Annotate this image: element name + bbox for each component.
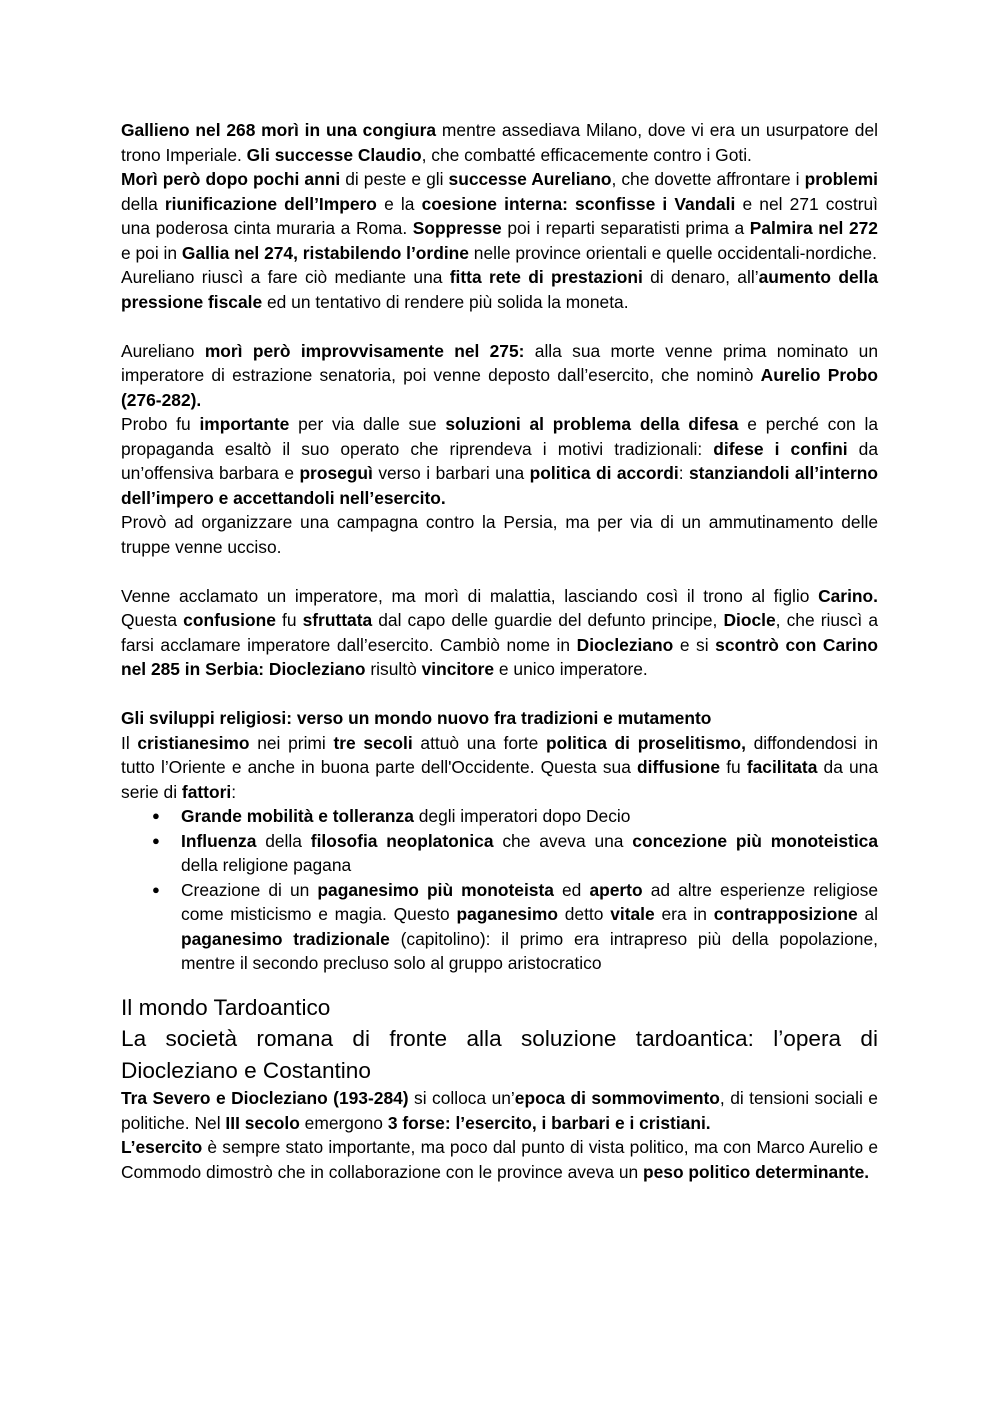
bold-text: morì però improvvisamente nel 275: xyxy=(204,340,525,361)
document-page xyxy=(121,118,878,1184)
text-run: ed xyxy=(553,879,590,900)
paragraph-spacer xyxy=(121,314,878,339)
text-run: ed un tentativo di rendere più solida la moneta. xyxy=(262,291,629,312)
bold-text: Soppresse xyxy=(412,218,502,238)
bold-text: politica di proselitismo, xyxy=(545,732,746,753)
bullet-marker: ● xyxy=(152,808,160,823)
text-run: nei primi xyxy=(249,732,334,753)
text-run: e perché con la propaganda esaltò il suo operato che riprendeva i motivi tradizionali: xyxy=(121,414,879,459)
text-run: che aveva una xyxy=(493,830,633,851)
paragraph-spacer xyxy=(121,559,878,584)
bold-text: importante xyxy=(199,414,290,434)
bold-text: paganesimo tradizionale xyxy=(181,928,390,949)
bold-text: L’esercito xyxy=(121,1137,203,1157)
bold-text: contrapposizione xyxy=(713,904,858,924)
list-item-text xyxy=(181,831,878,876)
text-run: nelle province orientali e quelle occidentali-nordiche. xyxy=(468,242,877,263)
bold-text: Tra Severo e Diocleziano (193-284) xyxy=(121,1088,409,1108)
paragraph-diocleziano xyxy=(121,584,878,682)
list-item xyxy=(121,878,878,976)
bold-text: filosofia neoplatonica xyxy=(310,830,494,851)
bold-text: Morì però dopo pochi anni xyxy=(121,169,341,189)
text-run: Creazione di un xyxy=(181,879,318,900)
bold-text: successe Aureliano xyxy=(448,169,612,189)
text-run: detto xyxy=(557,904,611,924)
text-run: Probo fu xyxy=(121,414,200,434)
text-run: di peste e gli xyxy=(340,169,449,189)
bold-text: Carino. xyxy=(818,585,878,606)
text-run: della xyxy=(256,830,311,851)
text-run: attuò una forte xyxy=(412,732,546,753)
text-run: Il xyxy=(121,732,138,753)
text-run: della xyxy=(121,193,165,214)
bold-text: soluzioni al problema della difesa xyxy=(445,414,739,434)
bold-text: riunificazione dell’Impero xyxy=(164,193,377,214)
bullet-marker: ● xyxy=(152,881,160,897)
bold-text: proseguì xyxy=(299,463,373,483)
bold-text: difese i confini xyxy=(713,438,848,459)
bold-text: Gli successe Claudio xyxy=(246,144,422,165)
text-run: alla sua morte venne prima nominato un imperatore di estrazione senatoria, poi venne deposto dall’esercito, che nominò xyxy=(121,340,879,385)
bold-text: cristianesimo xyxy=(137,732,250,753)
text-run: è sempre stato importante, ma poco dal punto di vista politico, ma con Marco Aurelio e Commodo dimostrò che in collaborazione con le province aveva un xyxy=(121,1137,878,1182)
bold-text: paganesimo più monoteista xyxy=(317,879,554,900)
text-run: fu xyxy=(720,757,747,777)
paragraph-spacer xyxy=(121,682,878,707)
text-run: e nel 271 costruì una poderosa cinta muraria a Roma. xyxy=(121,193,878,238)
text-run: mentre assediava Milano, dove vi era un usurpatore del trono Imperiale. xyxy=(121,120,878,165)
bold-text: coesione interna: sconfisse i Vandali xyxy=(421,193,736,214)
bold-text: aumento della pressione fiscale xyxy=(121,267,878,312)
text-run: , che combatté efficacemente contro i Goti. xyxy=(421,144,752,165)
text-run: ad altre esperienze religiose come misticismo e magia. Questo xyxy=(181,879,878,924)
paragraph-cristianesimo xyxy=(121,731,878,805)
bold-text: Influenza xyxy=(181,830,257,851)
text-run: era in xyxy=(654,904,714,924)
bold-text: Gallieno nel 268 morì in una congiura xyxy=(121,120,437,140)
text-run: verso i barbari una xyxy=(372,463,530,483)
text-run: , di tensioni sociali e politiche. Nel xyxy=(121,1088,878,1133)
text-run: , che riuscì a farsi acclamare imperatore dall’esercito. Cambiò nome in xyxy=(121,610,879,655)
bold-text: facilitata xyxy=(746,757,818,777)
list-item-text xyxy=(181,806,630,826)
text-run: e si xyxy=(673,634,716,655)
bold-text: vincitore xyxy=(421,659,495,679)
paragraph-aureliano xyxy=(121,167,878,265)
text-run: al xyxy=(857,904,878,924)
text-run: di denaro, all’ xyxy=(642,267,759,287)
text-run: Aureliano xyxy=(121,340,205,361)
section-heading: La società romana di fronte alla soluzione tardoantica: l’opera di Diocleziano e Costantino xyxy=(121,1026,878,1083)
text-run: della religione pagana xyxy=(181,855,352,875)
text-run: dal capo delle guardie del defunto principe, xyxy=(372,610,724,630)
bold-text: fattori xyxy=(181,781,232,802)
chapter-heading: Il mondo Tardoantico xyxy=(121,994,331,1020)
text-run: da una serie di xyxy=(121,757,879,802)
bold-text: sfruttata xyxy=(302,610,373,630)
bold-text: paganesimo xyxy=(456,904,558,924)
text-run: e la xyxy=(376,193,422,214)
bold-text: scontrò con Carino nel 285 in Serbia: Diocleziano xyxy=(121,634,879,679)
text-run: : xyxy=(231,781,237,802)
bold-text: epoca di sommovimento xyxy=(514,1088,720,1108)
bold-text: Diocleziano xyxy=(576,634,674,655)
text-run: Questa xyxy=(121,610,184,630)
bold-text: Aurelio Probo (276-282). xyxy=(121,365,878,410)
bold-text: tre secoli xyxy=(333,732,413,753)
text-run: Venne acclamato un imperatore, ma morì di malattia, lasciando così il trono al figlio xyxy=(121,585,819,606)
section-subheading: Gli sviluppi religiosi: verso un mondo nuovo fra tradizioni e mutamento xyxy=(121,708,712,728)
text-run: , che dovette affrontare i xyxy=(611,169,805,189)
text-run: da un’offensiva barbara e xyxy=(121,438,878,483)
bold-text: concezione più monoteistica xyxy=(632,830,878,851)
paragraph-aureliano-finances xyxy=(121,265,878,314)
bold-text: Palmira nel 272 xyxy=(749,218,878,238)
text-run: emergono xyxy=(299,1112,388,1133)
bold-text: diffusione xyxy=(637,757,721,777)
bold-text: confusione xyxy=(183,610,276,630)
bold-text: 3 forse: l’esercito, i barbari e i cristiani. xyxy=(387,1112,711,1133)
bold-text: III secolo xyxy=(225,1112,300,1133)
paragraph-probo xyxy=(121,412,878,510)
text-run: e unico imperatore. xyxy=(494,659,648,679)
bold-text: stanziandoli all’interno dell’impero e accettandoli nell’esercito. xyxy=(121,463,879,508)
bold-text: problemi xyxy=(804,169,879,189)
list-item xyxy=(121,829,878,878)
text-run: per via dalle sue xyxy=(289,414,446,434)
paragraph-aureliano-death xyxy=(121,339,878,413)
list-item xyxy=(121,804,878,829)
bold-text: Gallia nel 274, ristabilendo l’ordine xyxy=(181,242,469,263)
bold-text: peso politico determinante. xyxy=(643,1161,870,1182)
factors-list xyxy=(121,804,878,976)
paragraph-iii-secolo xyxy=(121,1086,878,1135)
bold-text: Diocle xyxy=(723,610,776,630)
text-run: poi i reparti separatisti prima a xyxy=(501,218,750,238)
text-run: Provò ad organizzare una campagna contro la Persia, ma per via di un ammutinamento delle truppe venne ucciso. xyxy=(121,512,878,557)
bold-text: fitta rete di prestazioni xyxy=(449,267,643,287)
text-run: fu xyxy=(275,610,303,630)
bold-text: vitale xyxy=(610,904,655,924)
text-run: diffondendosi in tutto l’Oriente e anche in buona parte dell'Occidente. Questa sua xyxy=(121,732,878,777)
bold-text: politica di accordi xyxy=(529,463,679,483)
paragraph-esercito xyxy=(121,1135,878,1184)
bullet-marker: ● xyxy=(152,832,160,848)
bold-text: aperto xyxy=(589,879,643,900)
text-run: Aureliano riuscì a fare ciò mediante una xyxy=(121,267,450,287)
text-run: : xyxy=(678,463,689,483)
bold-text: Grande mobilità e tolleranza xyxy=(181,806,414,826)
text-run: (capitolino): il primo era intrapreso più della popolazione, mentre il secondo precluso solo al gruppo aristocratico xyxy=(181,928,878,973)
text-run: e poi in xyxy=(121,242,182,263)
paragraph-probo-persia xyxy=(121,510,878,559)
text-run: risultò xyxy=(365,659,422,679)
text-run: si colloca un’ xyxy=(408,1088,515,1108)
list-item-text xyxy=(181,880,878,974)
paragraph-gallieno xyxy=(121,118,878,167)
text-run: degli imperatori dopo Decio xyxy=(413,806,631,826)
